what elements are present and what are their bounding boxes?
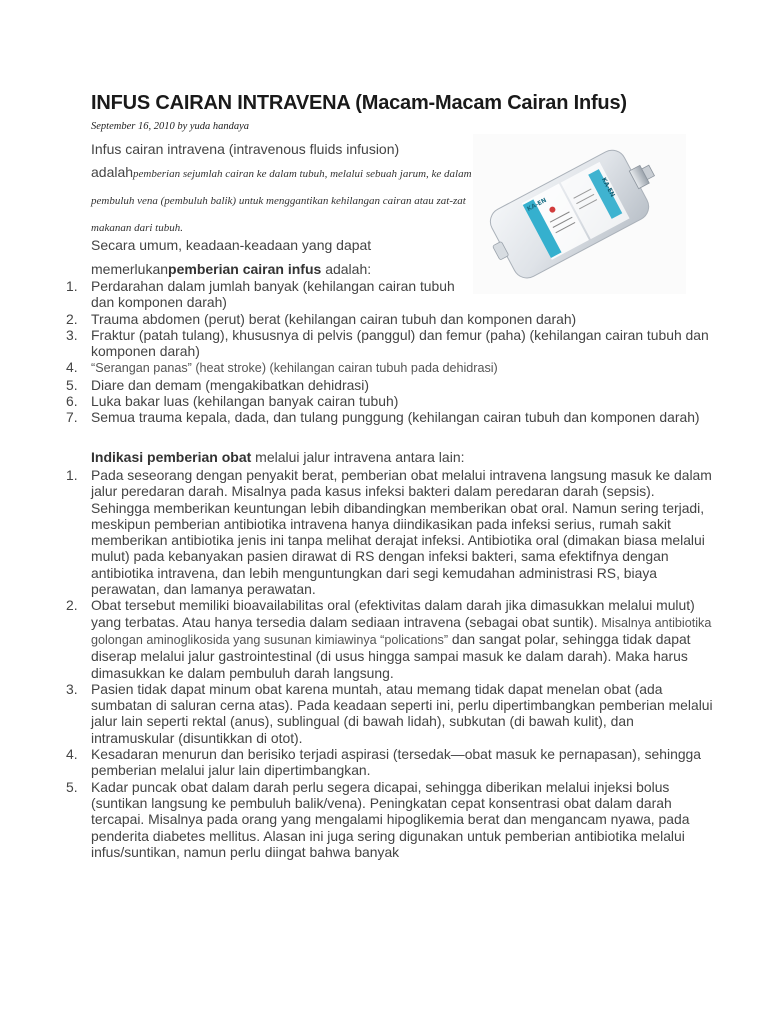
- list-text: Kadar puncak obat dalam darah perlu segera dicapai, sehingga diberikan melalui injeksi bolus (suntikan langsung ke pembuluh balik/vena). Peningkatan cepat konsentrasi obat dalam darah tercapai. Misalnya pada orang yang mengalami hipoglikemia berat dan mengancam nyawa, pada penderita diabetes mellitus. Alasan ini juga sering digunakan untuk pemberian antibiotika melalui infus/suntikan, namun perlu diingat bahwa banyak: [91, 778, 690, 860]
- bag-label-top: KA-EN: [525, 196, 548, 213]
- list-number: 7.: [66, 409, 78, 426]
- list-item: [66, 409, 716, 425]
- article-byline: September 16, 2010 by yuda handaya: [91, 121, 250, 132]
- list-text-small: Misalnya antibiotika golongan aminoglikosida yang susunan kimiawinya “polications”: [91, 615, 712, 647]
- list-number: 6.: [66, 393, 78, 410]
- list-text: Diare dan demam (mengakibatkan dehidrasi): [91, 376, 369, 393]
- list-number: 1.: [66, 278, 78, 294]
- definition-lead: adalah: [91, 164, 134, 180]
- indications-intro: [91, 449, 465, 465]
- list-text: Trauma abdomen (perut) berat (kehilangan cairan tubuh dan komponen darah): [91, 310, 577, 327]
- list-text: Kesadaran menurun dan berisiko terjadi aspirasi (tersedak—obat masuk ke pernapasan), sehingga pemberian melalui jalur lain dipertimbangkan.: [91, 746, 701, 779]
- list-number: 5.: [66, 778, 78, 795]
- list-text: “Serangan panas” (heat stroke) (kehilangan cairan tubuh pada dehidrasi): [91, 361, 498, 376]
- list-number: 1.: [66, 467, 78, 483]
- list-item: [66, 746, 716, 779]
- list-number: 4.: [66, 359, 78, 376]
- list-text: Pasien tidak dapat minum obat karena muntah, atau memang tidak dapat menelan obat (ada sumbatan di saluran cerna atas). Pada keadaan seperti ini, perlu dipertimbangkan pemberian melalui jalur lain seperti rektal (anus), sublingual (di bawah lidah), subkutan (di bawah kulit), dan intramuskular (disuntikkan di otot).: [91, 680, 713, 746]
- iv-bag-image: [473, 128, 686, 298]
- list-item: [66, 467, 716, 597]
- list-item: [66, 597, 716, 680]
- list-number: 3.: [66, 326, 78, 343]
- indications-intro-text: melalui jalur intravena antara lain:: [251, 449, 465, 465]
- list-item: [66, 278, 469, 311]
- definition-script-text: pemberian sejumlah cairan ke dalam tubuh, melalui sebuah jarum, ke dalam pembuluh vena (pembuluh balik) untuk menggantikan kehilangan cairan atau zat-zat makanan dari tubuh.: [91, 168, 472, 234]
- list-text: Semua trauma kepala, dada, dan tulang punggung (kehilangan cairan tubuh dan komponen darah): [91, 409, 700, 426]
- list-number: 2.: [66, 597, 78, 614]
- list-text: Luka bakar luas (kehilangan banyak cairan tubuh): [91, 393, 399, 410]
- list-number: 2.: [66, 310, 78, 327]
- list-number: 5.: [66, 376, 78, 393]
- indications-intro-bold: Indikasi pemberian obat: [91, 449, 252, 465]
- list-item: [66, 377, 716, 393]
- list-item: [66, 393, 716, 409]
- conditions-intro-text: Secara umum, keadaan-keadaan yang dapat memerlukan: [91, 237, 372, 277]
- list-text: Fraktur (patah tulang), khususnya di pelvis (panggul) dan femur (paha) (kehilangan cairan tubuh dan komponen darah): [91, 326, 709, 360]
- definition-paragraph: [91, 160, 476, 241]
- list-text: Perdarahan dalam jumlah banyak (kehilangan cairan tubuh dan komponen darah): [91, 278, 455, 311]
- list-number: 4.: [66, 746, 78, 763]
- article-title: INFUS CAIRAN INTRAVENA (Macam-Macam Cairan Infus): [91, 92, 627, 114]
- conditions-intro: [91, 233, 476, 281]
- list-number: 3.: [66, 680, 78, 697]
- list-text: Obat tersebut memiliki bioavailabilitas oral (efektivitas dalam darah jika dimasukkan melalui mulut) yang terbatas. Atau hanya tersedia dalam sediaan intravena (sebagai obat suntik).: [91, 597, 695, 630]
- conditions-intro-bold: pemberian cairan infus: [168, 261, 322, 277]
- list-text: Pada seseorang dengan penyakit berat, pemberian obat melalui intravena langsung masuk ke dalam jalur peredaran darah. Misalnya pada kasus infeksi bakteri dalam peredaran darah (sepsis). Sehingga memberikan keuntungan lebih dibandingkan memberikan obat oral. Namun sering terjadi, meskipun pemberian antibiotika intravena hanya diindikasikan pada infeksi serius, rumah sakit memberikan antibiotika jenis ini tanpa melihat derajat infeksi. Antibiotika oral (dimakan biasa melalui mulut) pada kebanyakan pasien dirawat di RS dengan infeksi bakteri, sama efektifnya dengan antibiotika intravena, dan lebih menguntungkan dari segi kemudahan administrasi RS, biaya perawatan, dan lamanya perawatan.: [91, 467, 712, 598]
- list-item: [66, 327, 716, 360]
- list-item: [66, 779, 716, 860]
- list-text-end: dan sangat polar, sehingga tidak dapat diserap melalui jalur gastrointestinal (di usus hingga sampai masuk ke dalam darah). Maka harus dimasukkan ke dalam pembuluh darah langsung.: [91, 630, 691, 681]
- bag-label-side: KA-EN: [599, 176, 616, 199]
- list-item: [66, 681, 716, 746]
- intro-line: Infus cairan intravena (intravenous fluids infusion): [91, 141, 400, 157]
- iv-bag-illustration: [473, 128, 686, 298]
- conditions-intro-end: adalah:: [321, 261, 372, 277]
- indications-list: [66, 467, 716, 860]
- list-item: [66, 311, 716, 327]
- list-item: [66, 359, 716, 376]
- conditions-list: [66, 278, 716, 426]
